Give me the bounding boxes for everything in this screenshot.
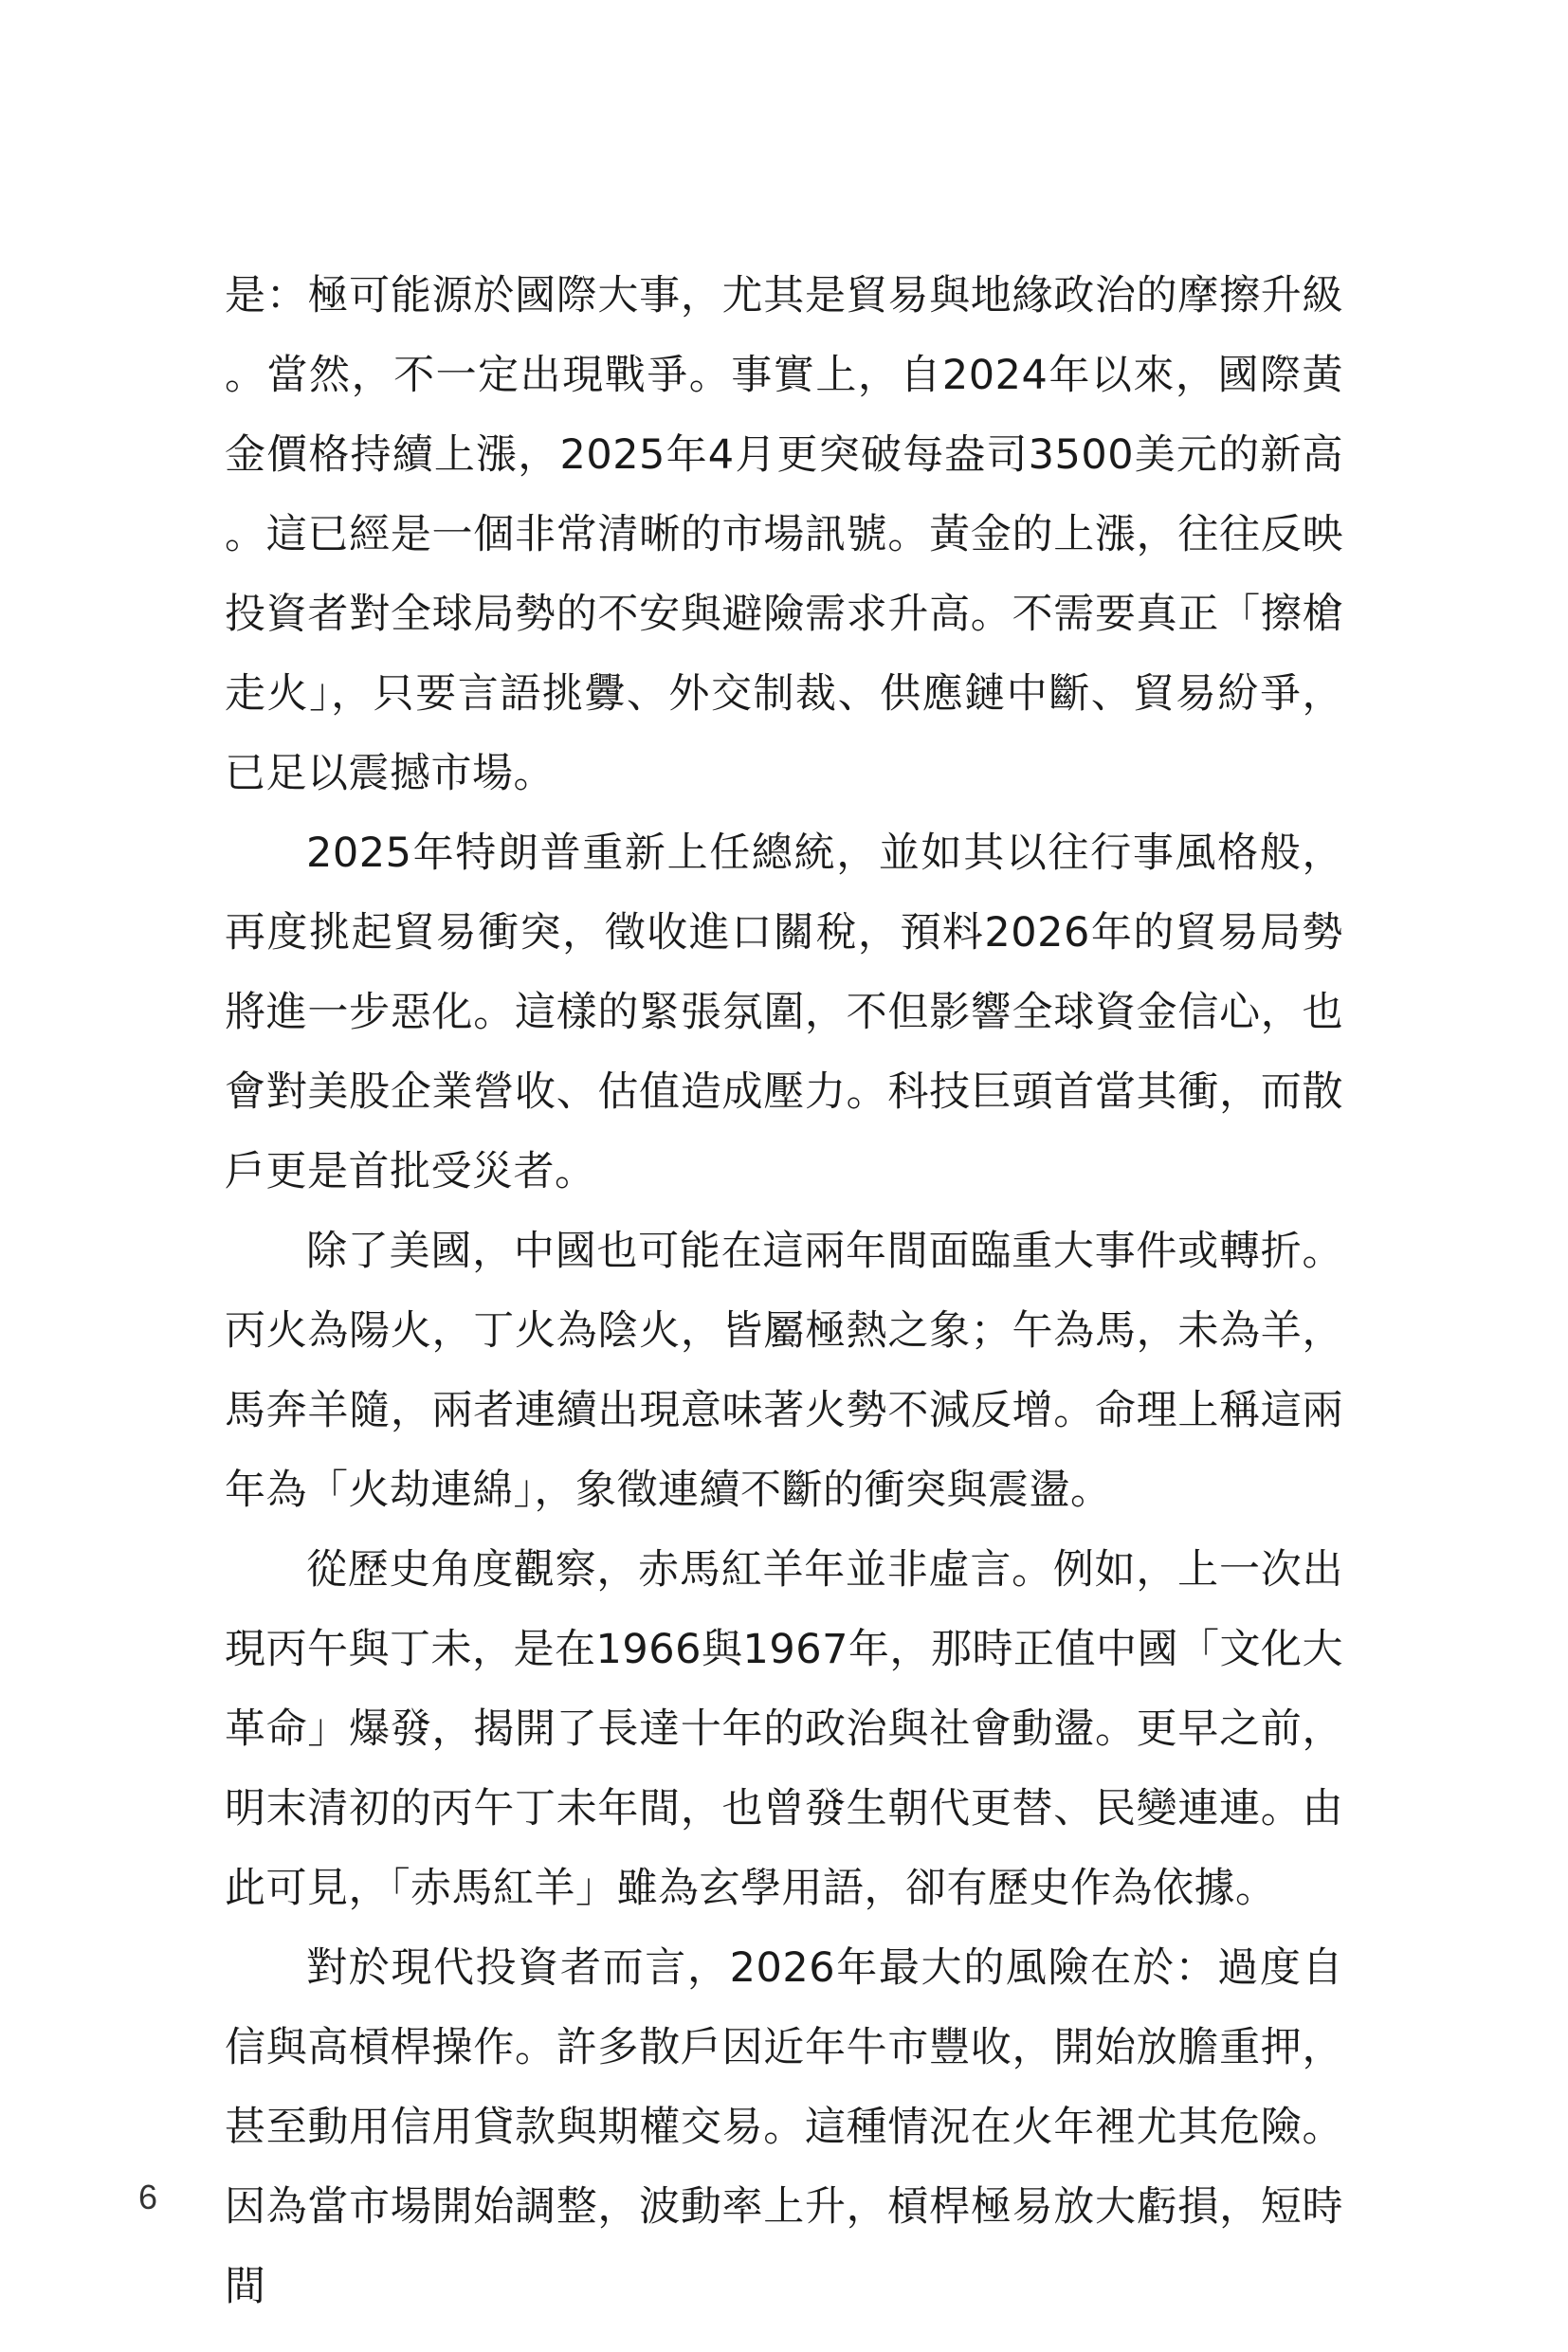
paragraph-2: 2025年特朗普重新上任總統，並如其以往行事風格般，再度挑起貿易衝突，徵收進口關稅，預料2026年的貿易局勢將進一步惡化。這樣的緊張氛圍，不但影響全球資金信心，也會對美股企業營收、估值造成壓力。科技巨頭首當其衝，而散戶更是首批受災者。 bbox=[225, 830, 1343, 1195]
paragraph-5: 對於現代投資者而言，2026年最大的風險在於：過度自信與高槓桿操作。許多散戶因近年牛市豐收，開始放膽重押，甚至動用信用貸款與期權交易。這種情況在火年裡尤其危險。因為當市場開始調整，波動率上升，槓桿極易放大虧損，短時間 bbox=[225, 1944, 1343, 2310]
paragraph-1: 是：極可能源於國際大事，尤其是貿易與地緣政治的摩擦升級。當然，不一定出現戰爭。事實上，自2024年以來，國際黃金價格持續上漲，2025年4月更突破每盎司3500美元的新高。這已經是一個非常清晰的市場訊號。黃金的上漲，往往反映投資者對全球局勢的不安與避險需求升高。不需要真正「擦槍走火」，只要言語挑釁、外交制裁、供應鏈中斷、貿易紛爭，已足以震撼市場。 bbox=[225, 272, 1343, 797]
page-number: 6 bbox=[138, 2178, 158, 2216]
paragraph-4: 從歷史角度觀察，赤馬紅羊年並非虛言。例如，上一次出現丙午與丁未，是在1966與1967年，那時正值中國「文化大革命」爆發，揭開了長達十年的政治與社會動盪。更早之前，明末清初的丙午丁未年間，也曾發生朝代更替、民變連連。由此可見，「赤馬紅羊」雖為玄學用語，卻有歷史作為依據。 bbox=[225, 1546, 1343, 1912]
body-text bbox=[225, 256, 1343, 2326]
paragraph-3: 除了美國，中國也可能在這兩年間面臨重大事件或轉折。丙火為陽火，丁火為陰火，皆屬極熱之象；午為馬，未為羊，馬奔羊隨，兩者連續出現意味著火勢不減反增。命理上稱這兩年為「火劫連綿」，象徵連續不斷的衝突與震盪。 bbox=[225, 1228, 1343, 1514]
